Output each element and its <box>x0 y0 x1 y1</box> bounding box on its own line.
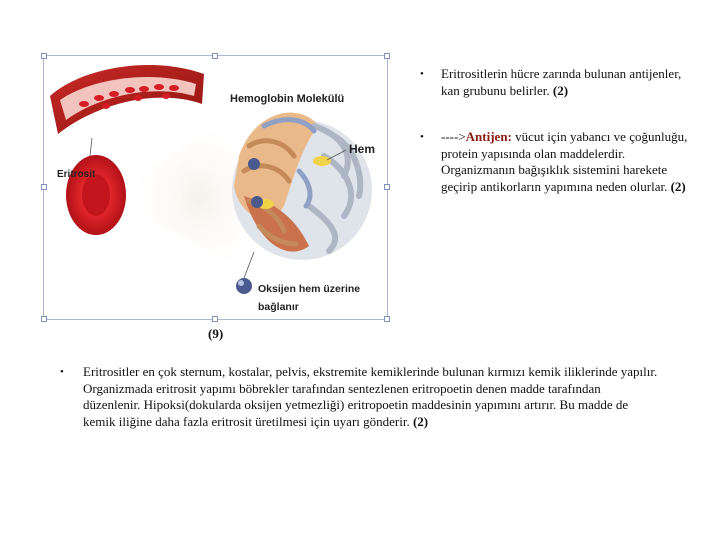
blood-vessel-image <box>50 65 204 134</box>
bullet-text: Eritrositler en çok sternum, kostalar, pelvis, ekstremite kemiklerinde bulunan kırmızı kemik iliklerinde yapılır. Organizmada eritrosit yapımı böbrekler tarafından sentezlenen eritropoetin denen madde tarafından düzenlenir. Hipoksi(dokularda oksijen yetmezliği) eritropoetin maddesinin yapımını artırır. Bu madde de kemik iliğine daha fazla eritrosit üretilmesi için uyarı gönderir. <box>83 364 658 429</box>
bullet-text: Eritrositlerin hücre zarında bulunan antijenler, kan grubunu belirler. <box>441 66 682 98</box>
bullet-icon: • <box>420 131 424 143</box>
antigen-keyword: Antijen: <box>465 129 512 144</box>
list-item <box>60 364 660 430</box>
reference-number: (2) <box>552 82 569 98</box>
hemoglobin-figure <box>43 55 388 320</box>
eritrosit-label: Eritrosit <box>57 169 96 180</box>
hem-label: Hem <box>349 142 376 156</box>
arrow-prefix: ----> <box>441 129 466 144</box>
bullet-icon: • <box>60 366 64 378</box>
list-item <box>420 66 690 99</box>
list-item <box>420 129 690 195</box>
bullet-icon: • <box>420 68 424 80</box>
bullet-text: vücut için yabancı ve çoğunluğu, protein yapısında olan maddelerdir. Organizmanın bağışıklık sistemini harekete geçirip antikorların yapımına neden olurlar. <box>441 129 688 194</box>
bottom-bullet-list <box>60 364 660 430</box>
oxygen-label-line2: bağlanır <box>258 301 299 313</box>
reference-number: (2) <box>412 413 429 429</box>
right-bullet-list <box>420 66 690 225</box>
oxygen-label-line1: Oksijen hem üzerine <box>258 283 361 295</box>
reference-number: (2) <box>670 178 686 194</box>
erythrocyte-image <box>66 155 126 235</box>
hemoglobin-label: Hemoglobin Molekülü <box>230 93 345 105</box>
figure-caption: (9) <box>208 326 224 341</box>
hemoglobin-illustration <box>44 56 387 319</box>
